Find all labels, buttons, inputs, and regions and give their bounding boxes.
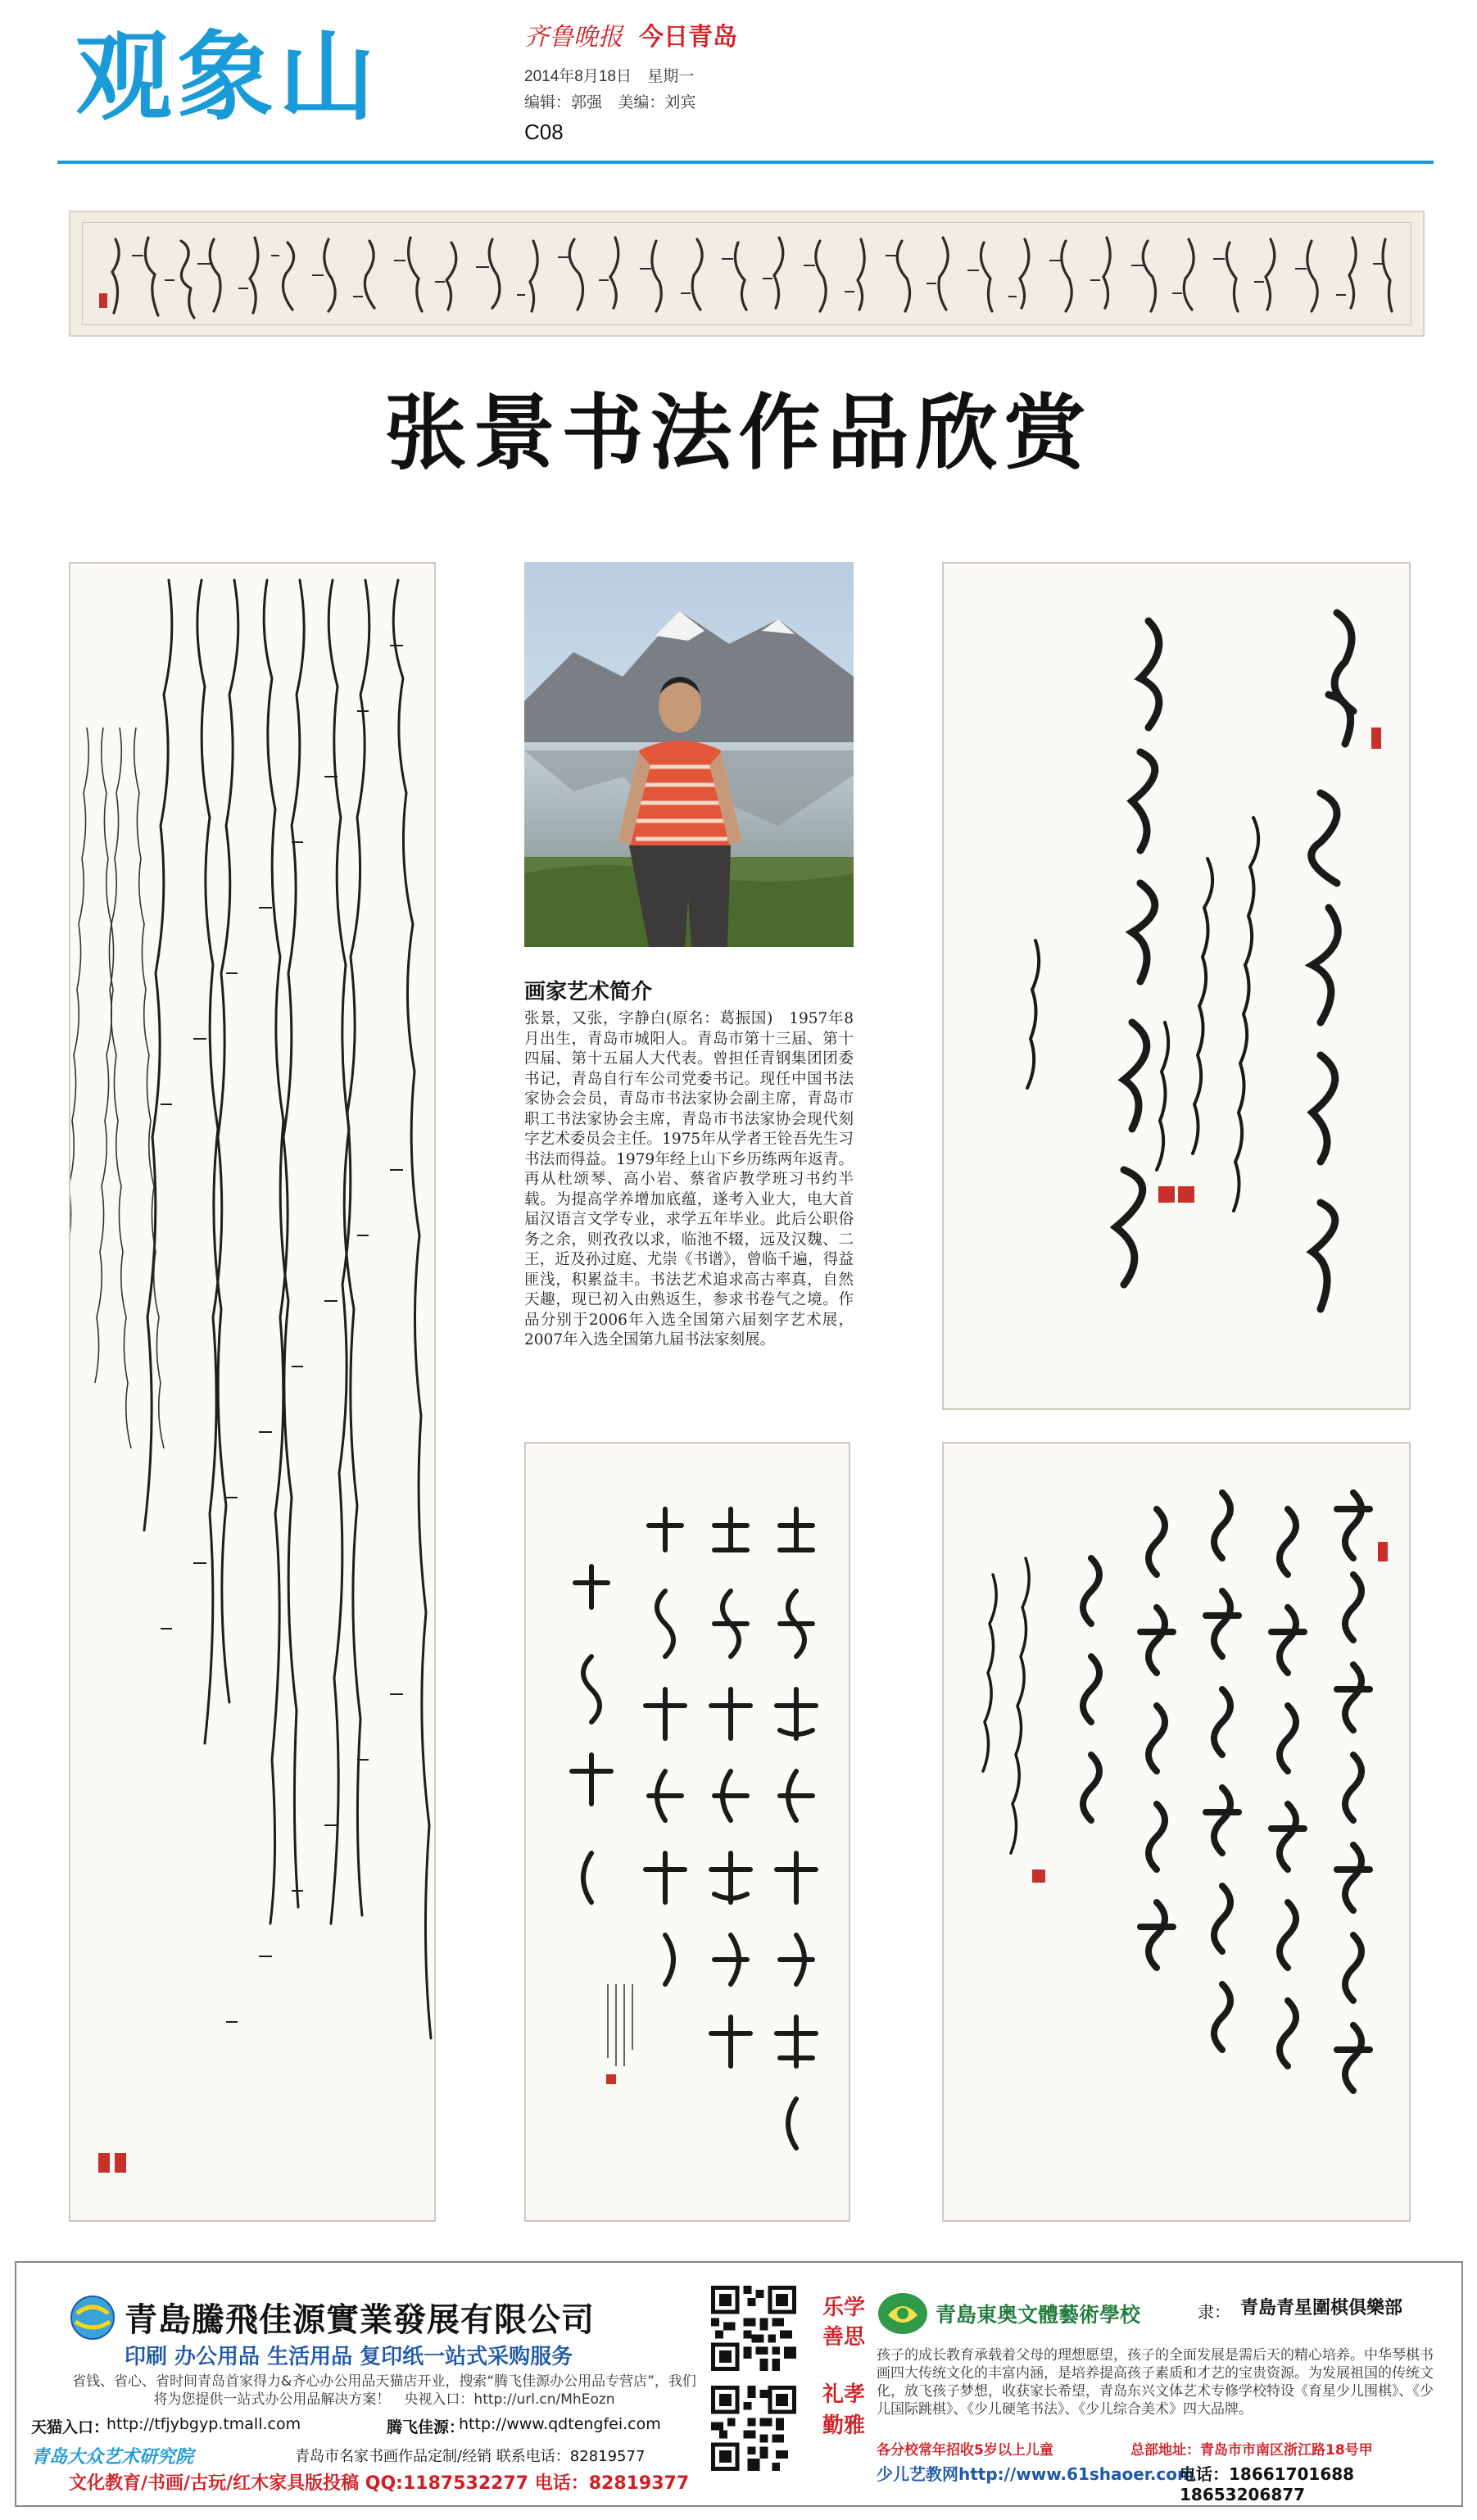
issue-weekday: 星期一 (647, 68, 695, 85)
school-branch-label: 隶： (1198, 2302, 1230, 2322)
school-motto-4: 勤雅 (822, 2413, 866, 2438)
school-name: 青島東奥文體藝術學校 (936, 2303, 1141, 2327)
globe-logo-icon (69, 2294, 116, 2341)
artist-biography: 张景，又张，字静白(原名：葛振国) 1957年8月出生，青岛市城阳人。青岛市第十三届、第十四届、第十五届人大代表。曾担任青钢集团团委书记，青岛自行车公司党委书记。现任中国书法家协会会员，青岛市书法家协会副主席，青岛市职工书法家协会主席，青岛市书法家协会现代刻字艺术委员会主任。1975年从学者王铨吾先生习书法而得益。1979年经上山下乡历练两年返青。再从杜颂琴、高小岩、蔡省庐教学班习书约半载。为提高学养增加底蕴，遂考入业大，电大首届汉语言文学专业，求学五年毕业。此后公职俗务之余，则孜孜以求，临池不辍，远及汉魏、二王，近及孙过庭、尤崇《书谱》，曾临千遍，得益匪浅，积累益丰。书法艺术追求高古率真，自然天趣，现已初入由熟返生，参求书卷气之境。作品分别于2006年入选全国第六届刻字艺术展，2007年入选全国第九届书法家刻展。 (524, 1010, 854, 1348)
school-address: 总部地址：青岛市市南区浙江路18号甲 (1130, 2442, 1373, 2459)
designer-name: 刘宾 (664, 94, 696, 111)
school-phone: 电话：18661701688 18653206877 (1180, 2464, 1355, 2504)
ad-institute-description: 青岛市名家书画作品定制/经销 联系电话：82819577 (295, 2448, 646, 2465)
calligraphy-right-bottom-image (944, 1444, 1411, 2222)
ad-company-services: 印刷 办公用品 生活用品 复印纸一站式采购服务 (125, 2345, 573, 2369)
ad-company-name: 青島騰飛佳源實業發展有限公司 (125, 2300, 595, 2339)
page-number: C08 (524, 120, 564, 144)
issue-date: 2014年8月18日 (524, 68, 632, 85)
calligraphy-right-top-image (944, 564, 1411, 1410)
school-enrollment: 各分校常年招收5岁以上儿童 (877, 2442, 1053, 2459)
calligraphy-middle-image (526, 1444, 850, 2222)
go-club-name: 青島青星圍棋俱樂部 (1240, 2297, 1403, 2318)
ad-tmall-link[interactable]: http://tfjybgyp.tmall.com (106, 2415, 301, 2433)
calligraphy-left-image (70, 564, 436, 2222)
paper-edition: 今日青岛 (639, 23, 737, 52)
calligraphy-work-fan-zhongyan (942, 562, 1411, 1410)
ad-institute-name: 青岛大众艺术研究院 (31, 2447, 194, 2468)
scroll-inner-frame (82, 222, 1411, 325)
school-motto-1: 乐学 (822, 2296, 866, 2320)
school-logo-icon (877, 2291, 929, 2336)
date-line (524, 64, 694, 86)
calligraphy-scroll-banner (69, 211, 1425, 337)
editor-label: 编辑 (524, 94, 556, 111)
designer-label: 美编 (618, 94, 650, 111)
artist-photo (524, 562, 854, 947)
scroll-calligraphy-image (83, 223, 1414, 326)
artist-profile-caption: 画家艺术简介 (524, 980, 653, 1004)
editor-name: 郭强 (571, 94, 603, 111)
ad-official-label: 腾飞佳源： (387, 2418, 465, 2436)
ad-submission-contact: 文化教育/书画/古玩/红木家具版投稿 QQ:1187532277 电话：82819377 (69, 2473, 690, 2494)
paper-name: 齐鲁晚报 (524, 23, 623, 52)
ad-official-link[interactable]: http://www.qdtengfei.com (459, 2415, 661, 2433)
school-website-link[interactable]: 少儿艺教网http://www.61shaoer.com (877, 2464, 1194, 2484)
calligraphy-work-seal-script (524, 1442, 850, 2222)
editor-line: 编辑：郭强 美编：刘宾 (524, 94, 696, 111)
column-title: 观象山 (75, 20, 381, 134)
calligraphy-work-running-script (69, 562, 436, 2222)
qr-code-icon (711, 2286, 796, 2371)
page-headline: 张景书法作品欣赏 (384, 385, 1093, 481)
ad-tmall-label: 天猫入口： (31, 2418, 110, 2436)
header-divider (57, 161, 1434, 164)
school-motto-3: 礼孝 (822, 2382, 866, 2407)
qr-code-icon (711, 2386, 796, 2471)
calligraphy-work-chen-yi (942, 1442, 1411, 2222)
ad-company-description: 省钱、省心、省时间青岛首家得力&齐心办公用品天猫店开业，搜索“腾飞佳源办公用品专营店”，我们将为您提供一站式办公用品解决方案！ 央视入口：http://url.cn/MhEozn (72, 2373, 696, 2408)
school-description: 孩子的成长教育承载着父母的理想愿望，孩子的全面发展是需后天的精心培养。中华琴棋书画四大传统文化的丰富内涵，是培养提高孩子素质和才艺的宝贵资源。为发展祖国的传统文化，放飞孩子梦想，收获家长希望，青岛东兴文体艺术专修学校特设《育星少儿围棋》、《少儿国际跳棋》、《少儿硬笔书法》、《少儿综合美术》四大品牌。 (877, 2347, 1434, 2418)
artist-photo-image (524, 562, 854, 947)
school-motto-2: 善思 (822, 2325, 866, 2350)
